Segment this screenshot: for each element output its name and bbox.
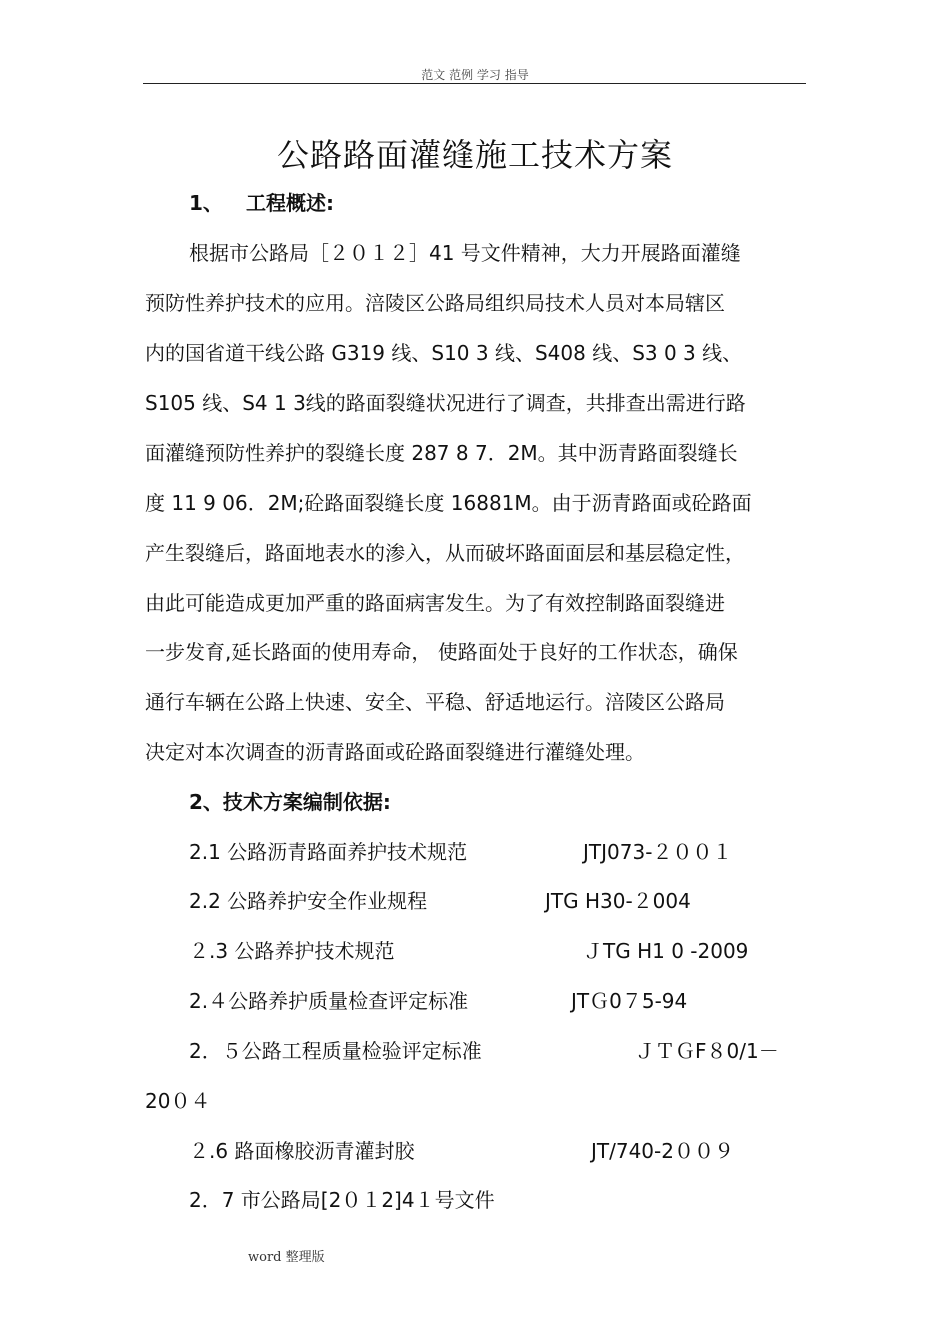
paragraph-line: 通行车辆在公路上快速、安全、平稳、舒适地运行。涪陵区公路局 xyxy=(145,690,725,714)
paragraph-line: 由此可能造成更加严重的路面病害发生。为了有效控制路面裂缝进 xyxy=(145,591,725,615)
reference-code: ＪTG H1 0 -2009 xyxy=(583,939,749,963)
header-divider xyxy=(143,83,806,84)
paragraph-line: S105 线、S4 1 3线的路面裂缝状况进行了调查，共排查出需进行路 xyxy=(145,391,746,415)
reference-code: JTJ073-２００１ xyxy=(583,840,733,864)
reference-label-continued: 20０４ xyxy=(145,1089,211,1113)
section-2-heading: 2、技术方案编制依据: xyxy=(189,790,391,814)
reference-label: 2．５公路工程质量检验评定标准 xyxy=(189,1039,482,1063)
reference-label: 2．7 市公路局[2０１2]4１号文件 xyxy=(189,1188,495,1212)
reference-label: ２.6 路面橡胶沥青灌封胶 xyxy=(189,1139,415,1163)
reference-label: ２.3 公路养护技术规范 xyxy=(189,939,395,963)
document-title: 公路路面灌缝施工技术方案 xyxy=(276,136,673,174)
reference-code: JTG H30-２004 xyxy=(545,889,691,913)
reference-code: JT/740-2００９ xyxy=(591,1139,734,1163)
reference-label: 2.４公路养护质量检查评定标准 xyxy=(189,989,469,1013)
paragraph-line: 产生裂缝后，路面地表水的渗入，从而破坏路面面层和基层稳定性， xyxy=(145,541,745,565)
section-1-number: 1、 xyxy=(189,191,223,215)
paragraph-line: 面灌缝预防性养护的裂缝长度 287 8 7．2M。其中沥青路面裂缝长 xyxy=(145,441,738,465)
paragraph-line: 一步发育,延长路面的使用寿命， 使路面处于良好的工作状态，确保 xyxy=(145,640,738,664)
paragraph-line: 预防性养护技术的应用。涪陵区公路局组织局技术人员对本局辖区 xyxy=(145,291,725,315)
page-header: 范文 范例 学习 指导 xyxy=(421,68,529,82)
section-1-heading: 工程概述: xyxy=(246,191,334,215)
page-footer: word 整理版 xyxy=(248,1250,325,1265)
paragraph-line: 决定对本次调查的沥青路面或砼路面裂缝进行灌缝处理。 xyxy=(145,740,645,764)
paragraph-line: 内的国省道干线公路 G319 线、S10 3 线、S408 线、S3 0 3 线、 xyxy=(145,341,743,365)
paragraph-line: 根据市公路局［２０１２］41 号文件精神，大力开展路面灌缝 xyxy=(189,241,741,265)
reference-label: 2.2 公路养护安全作业规程 xyxy=(189,889,428,913)
reference-code: ＪＴＧF８0/1－ xyxy=(635,1039,779,1063)
paragraph-line: 度 11 9 06．2M;砼路面裂缝长度 16881M。由于沥青路面或砼路面 xyxy=(145,491,752,515)
reference-code: JTＧ0７5-94 xyxy=(571,989,688,1013)
reference-label: 2.1 公路沥青路面养护技术规范 xyxy=(189,840,468,864)
